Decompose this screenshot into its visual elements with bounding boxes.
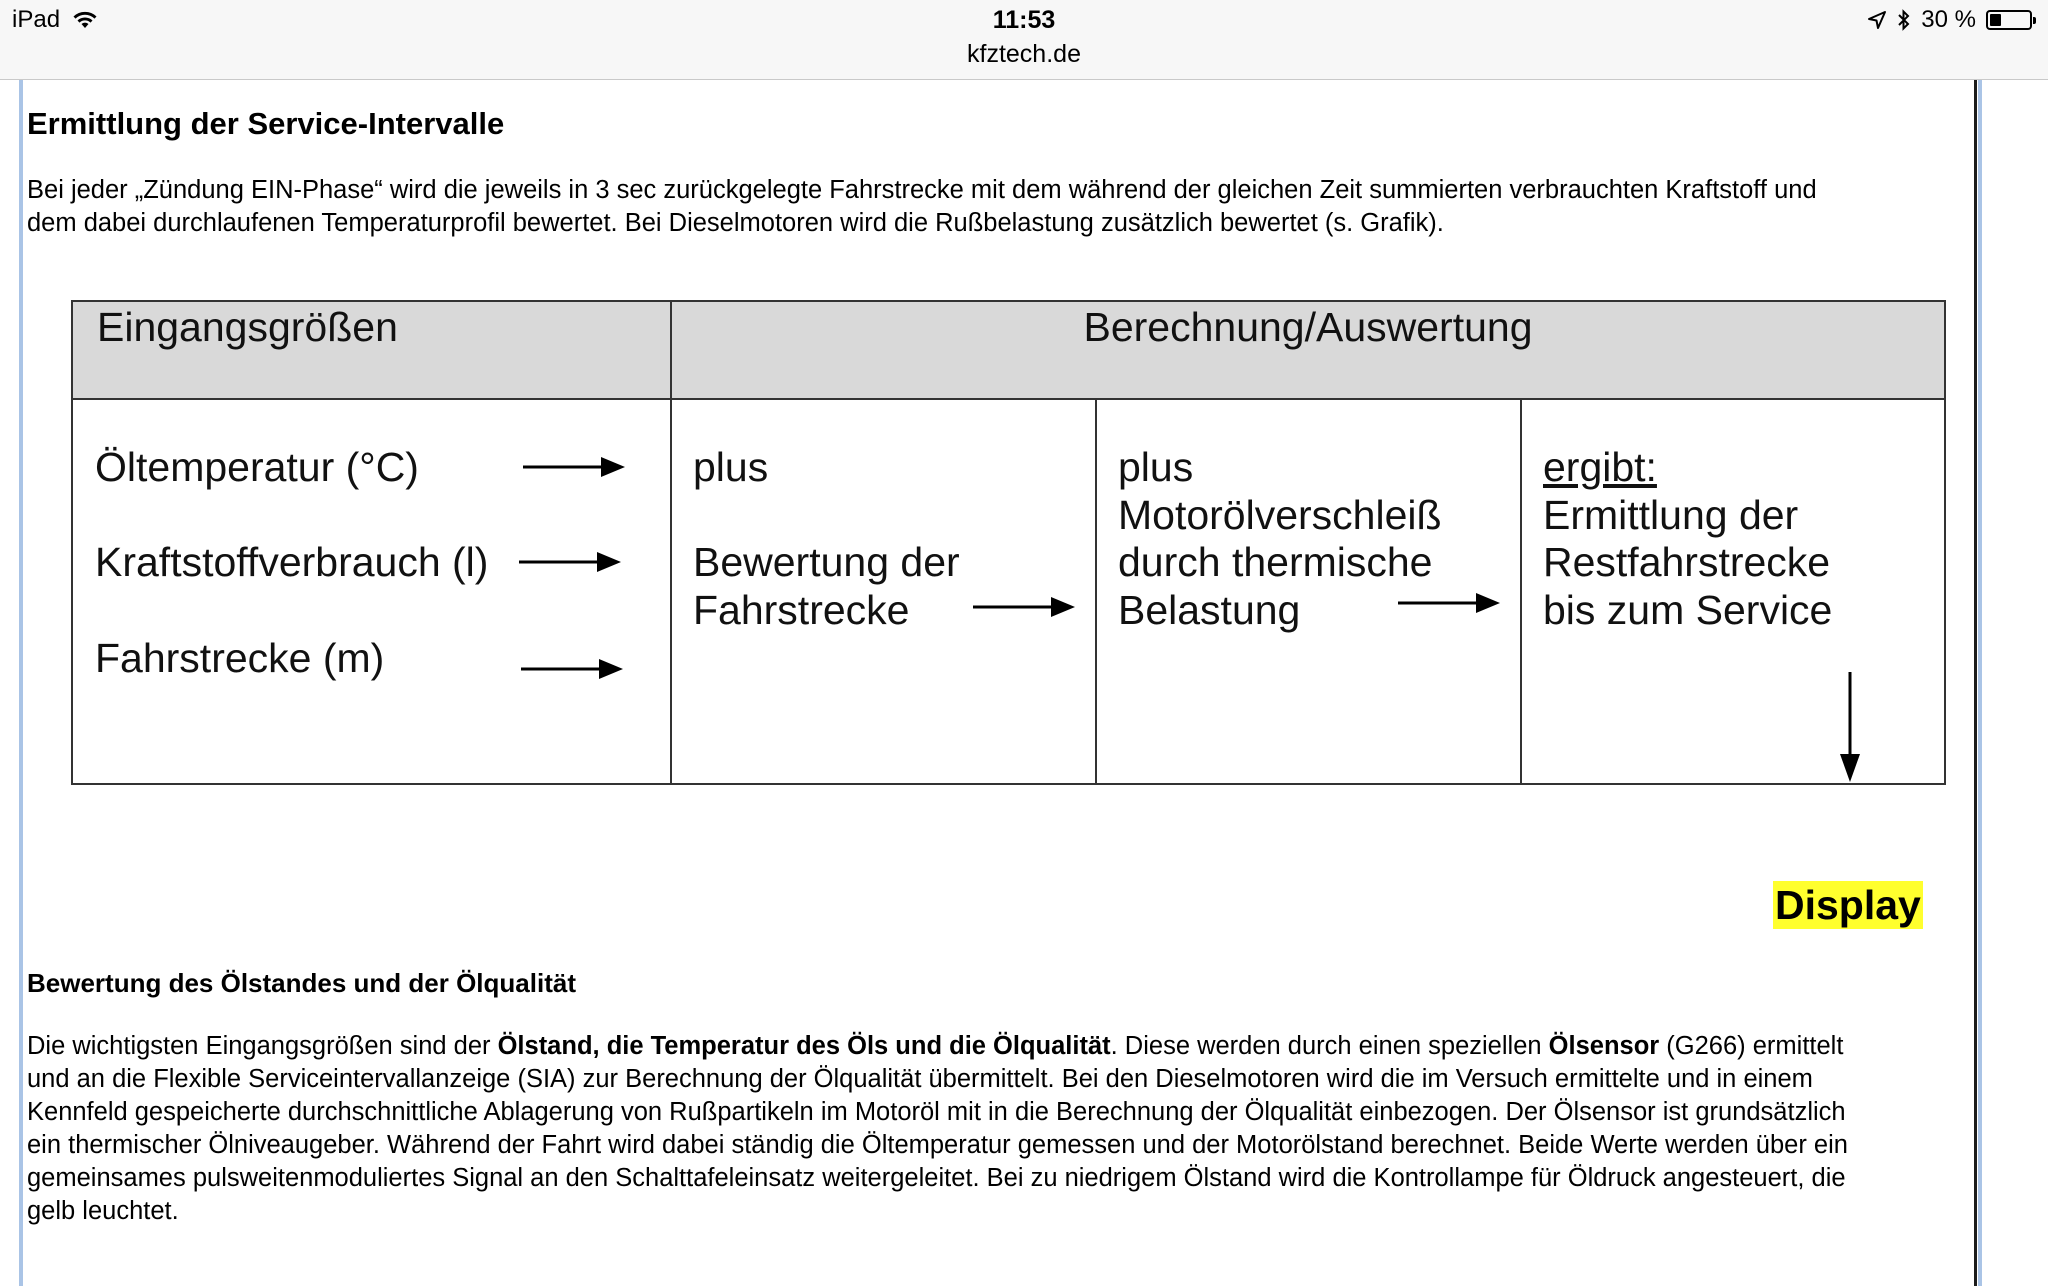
section-line-5: gemeinsames pulsweitenmoduliertes Signal an den Schalttafeleinsatz weitergeleitet. Bei zu niedrigem Ölstand wird die Kontrollampe für Öldruck angesteuert, die: [27, 1164, 1846, 1192]
arrow-right-icon: [1398, 588, 1508, 618]
section-line-2: und an die Flexible Serviceintervallanzeige (SIA) zur Berechnung der Ölqualität übermittelt. Bei den Dieselmotoren wird die im Versuch ermittelte und in einem: [27, 1065, 1813, 1093]
section-bold-1: Ölstand, die Temperatur des Öls und die Ölqualität: [497, 1032, 1111, 1060]
arrow-down-icon: [1835, 672, 1865, 784]
device-label: iPad: [12, 6, 61, 33]
input-distance: Fahrstrecke (m): [95, 635, 385, 681]
bluetooth-icon: [1897, 9, 1911, 31]
service-interval-diagram: [71, 300, 1946, 785]
diagram-header: [73, 302, 1944, 400]
page-title: Ermittlung der Service-Intervalle: [27, 106, 505, 141]
intro-line-1: Bei jeder „Zündung EIN-Phase“ wird die jeweils in 3 sec zurückgelegte Fahrstrecke mit dem während der gleichen Zeit summierten verbrauchten Kraftstoff und: [27, 176, 1817, 204]
section-text-1: Die wichtigsten Eingangsgrößen sind der: [27, 1032, 498, 1060]
page-right-border: [1974, 80, 1977, 1286]
arrow-right-icon: [973, 592, 1083, 622]
battery-fill: [1990, 14, 2001, 26]
section-bold-2: Ölsensor: [1548, 1032, 1660, 1060]
section-paragraph: [27, 1030, 1972, 1228]
arrow-right-icon: [523, 452, 633, 482]
clock: 11:53: [992, 6, 1056, 34]
status-bar: [0, 0, 2048, 80]
battery-percent: 30 %: [1921, 6, 1976, 33]
page-right-border-outer: [1978, 80, 1982, 1286]
section-text-3: (G266) ermittelt: [1659, 1032, 1844, 1060]
location-arrow-icon: [1867, 10, 1887, 30]
column-divider-3: [1520, 400, 1522, 785]
col3-line-4: Belastung: [1118, 587, 1301, 633]
display-label: Display: [1775, 882, 1921, 928]
header-inputs: Eingangsgrößen: [97, 304, 398, 350]
col3-plus: plus: [1118, 444, 1194, 490]
arrow-right-icon: [521, 654, 631, 684]
section-line-6: gelb leuchtet.: [27, 1197, 179, 1225]
column-divider-1: [670, 400, 672, 785]
status-right: [1867, 6, 2032, 34]
arrow-right-icon: [519, 547, 629, 577]
col2-plus: plus: [693, 444, 769, 490]
col4-line-2: Ermittlung der: [1543, 492, 1799, 538]
intro-paragraph: [27, 174, 1972, 240]
col2-line-3: Fahrstrecke: [693, 587, 910, 633]
section-title: Bewertung des Ölstandes und der Ölqualität: [27, 968, 576, 998]
section-line-4: ein thermischer Ölniveaugeber. Während der Fahrt wird dabei ständig die Öltemperatur gemessen und der Motorölstand berechnet. Beide Werte werden über ein: [27, 1131, 1848, 1159]
header-calculation: Berechnung/Auswertung: [1083, 304, 1533, 350]
col4-result-label: ergibt:: [1543, 444, 1657, 490]
address-url[interactable]: kfztech.de: [967, 40, 1081, 68]
col2-line-2: Bewertung der: [693, 539, 960, 585]
col4-line-3: Restfahrstrecke: [1543, 539, 1831, 585]
page-left-border: [19, 80, 23, 1286]
section-line-3: Kennfeld gespeicherte durchschnittliche Ablagerung von Rußpartikeln im Motoröl mit in die Berechnung der Ölqualität einbezogen. Der Ölsensor ist grundsätzlich: [27, 1098, 1846, 1126]
col3-line-2: Motorölverschleiß: [1118, 492, 1442, 538]
col4-line-4: bis zum Service: [1543, 587, 1833, 633]
col3-line-3: durch thermische: [1118, 539, 1433, 585]
intro-line-2: dem dabei durchlaufenen Temperaturprofil bewertet. Bei Dieselmotoren wird die Rußbelastung zusätzlich bewertet (s. Grafik).: [27, 209, 1444, 237]
section-text-2: . Diese werden durch einen speziellen: [1110, 1032, 1549, 1060]
battery-icon: [1986, 10, 2032, 30]
battery-tip: [2033, 17, 2036, 24]
input-fuel-consumption: Kraftstoffverbrauch (l): [95, 539, 489, 585]
column-divider-2: [1095, 400, 1097, 785]
input-oil-temperature: Öltemperatur (°C): [95, 444, 419, 490]
